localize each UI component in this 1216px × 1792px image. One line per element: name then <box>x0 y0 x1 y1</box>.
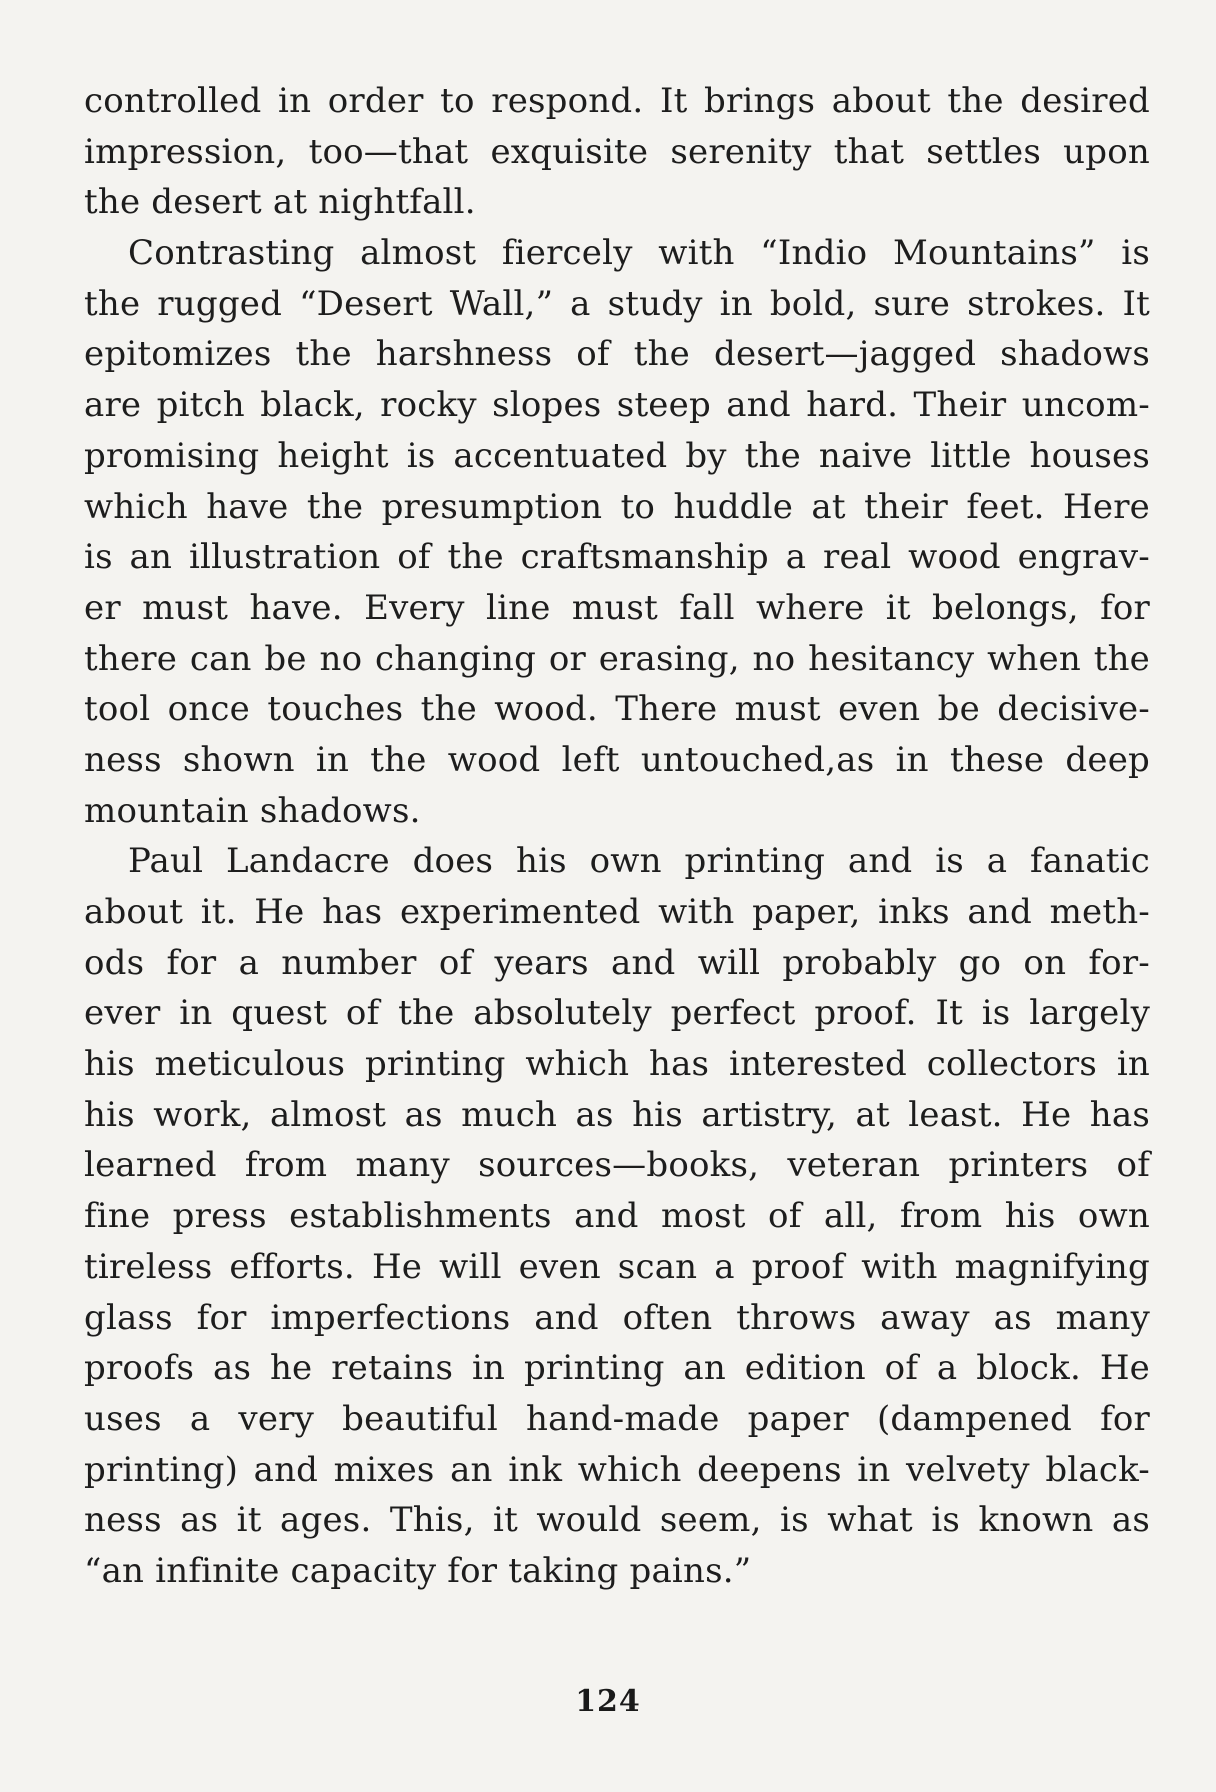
text-line: tool once touches the wood. There must even be decisive- <box>84 689 1150 730</box>
text-line: ness as it ages. This, it would seem, is what is known as <box>84 1500 1150 1541</box>
text-line: the rugged “Desert Wall,” a study in bold, sure strokes. It <box>84 283 1150 324</box>
page-number: 124 <box>575 1684 641 1719</box>
text-line: ods for a number of years and will probably go on for- <box>84 942 1150 983</box>
text-line: ever in quest of the absolutely perfect proof. It is largely <box>84 993 1150 1034</box>
text-line: is an illustration of the craftsmanship a real wood engrav- <box>84 537 1150 578</box>
text-line: fine press establishments and most of all, from his own <box>84 1196 1150 1237</box>
text-line: his meticulous printing which has interested collectors in <box>84 1044 1150 1085</box>
text-line: “an infinite capacity for taking pains.” <box>84 1550 752 1591</box>
text-line: glass for imperfections and often throws away as many <box>84 1297 1150 1338</box>
text-line: controlled in order to respond. It brings about the desired <box>84 81 1150 121</box>
text-line: there can be no changing or erasing, no hesitancy when the <box>84 638 1150 679</box>
text-line: epitomizes the harshness of the desert—jagged shadows <box>84 334 1150 375</box>
text-line: promising height is accentuated by the naive little houses <box>84 435 1150 476</box>
paragraph-2 <box>84 228 1150 836</box>
text-line: his work, almost as much as his artistry, at least. He has <box>84 1094 1150 1135</box>
text-line: printing) and mixes an ink which deepens in velvety black- <box>84 1449 1150 1490</box>
paragraph-3 <box>84 836 1150 1596</box>
text-line: uses a very beautiful hand-made paper (dampened for <box>84 1398 1150 1439</box>
text-line: which have the presumption to huddle at their feet. Here <box>84 486 1150 527</box>
text-line: learned from many sources—books, veteran printers of <box>84 1145 1150 1186</box>
text-line: about it. He has experimented with paper, inks and meth- <box>84 892 1150 932</box>
text-line: mountain shadows. <box>84 790 421 831</box>
text-line: proofs as he retains in printing an edition of a block. He <box>84 1348 1150 1389</box>
text-line: ness shown in the wood left untouched,as in these deep <box>84 739 1150 780</box>
text-line: er must have. Every line must fall where it belongs, for <box>84 587 1150 628</box>
text-line: the desert at nightfall. <box>84 182 476 223</box>
text-line: impression, too—that exquisite serenity that settles upon <box>84 131 1150 172</box>
text-line: are pitch black, rocky slopes steep and hard. Their uncom- <box>84 385 1150 426</box>
text-line: Paul Landacre does his own printing and is a fanatic <box>128 841 1150 882</box>
paragraph-1 <box>84 76 1150 228</box>
text-line: Contrasting almost fiercely with “Indio Mountains” is <box>128 233 1150 274</box>
body-text <box>84 76 1150 1597</box>
text-line: tireless efforts. He will even scan a proof with magnifying <box>84 1246 1150 1287</box>
